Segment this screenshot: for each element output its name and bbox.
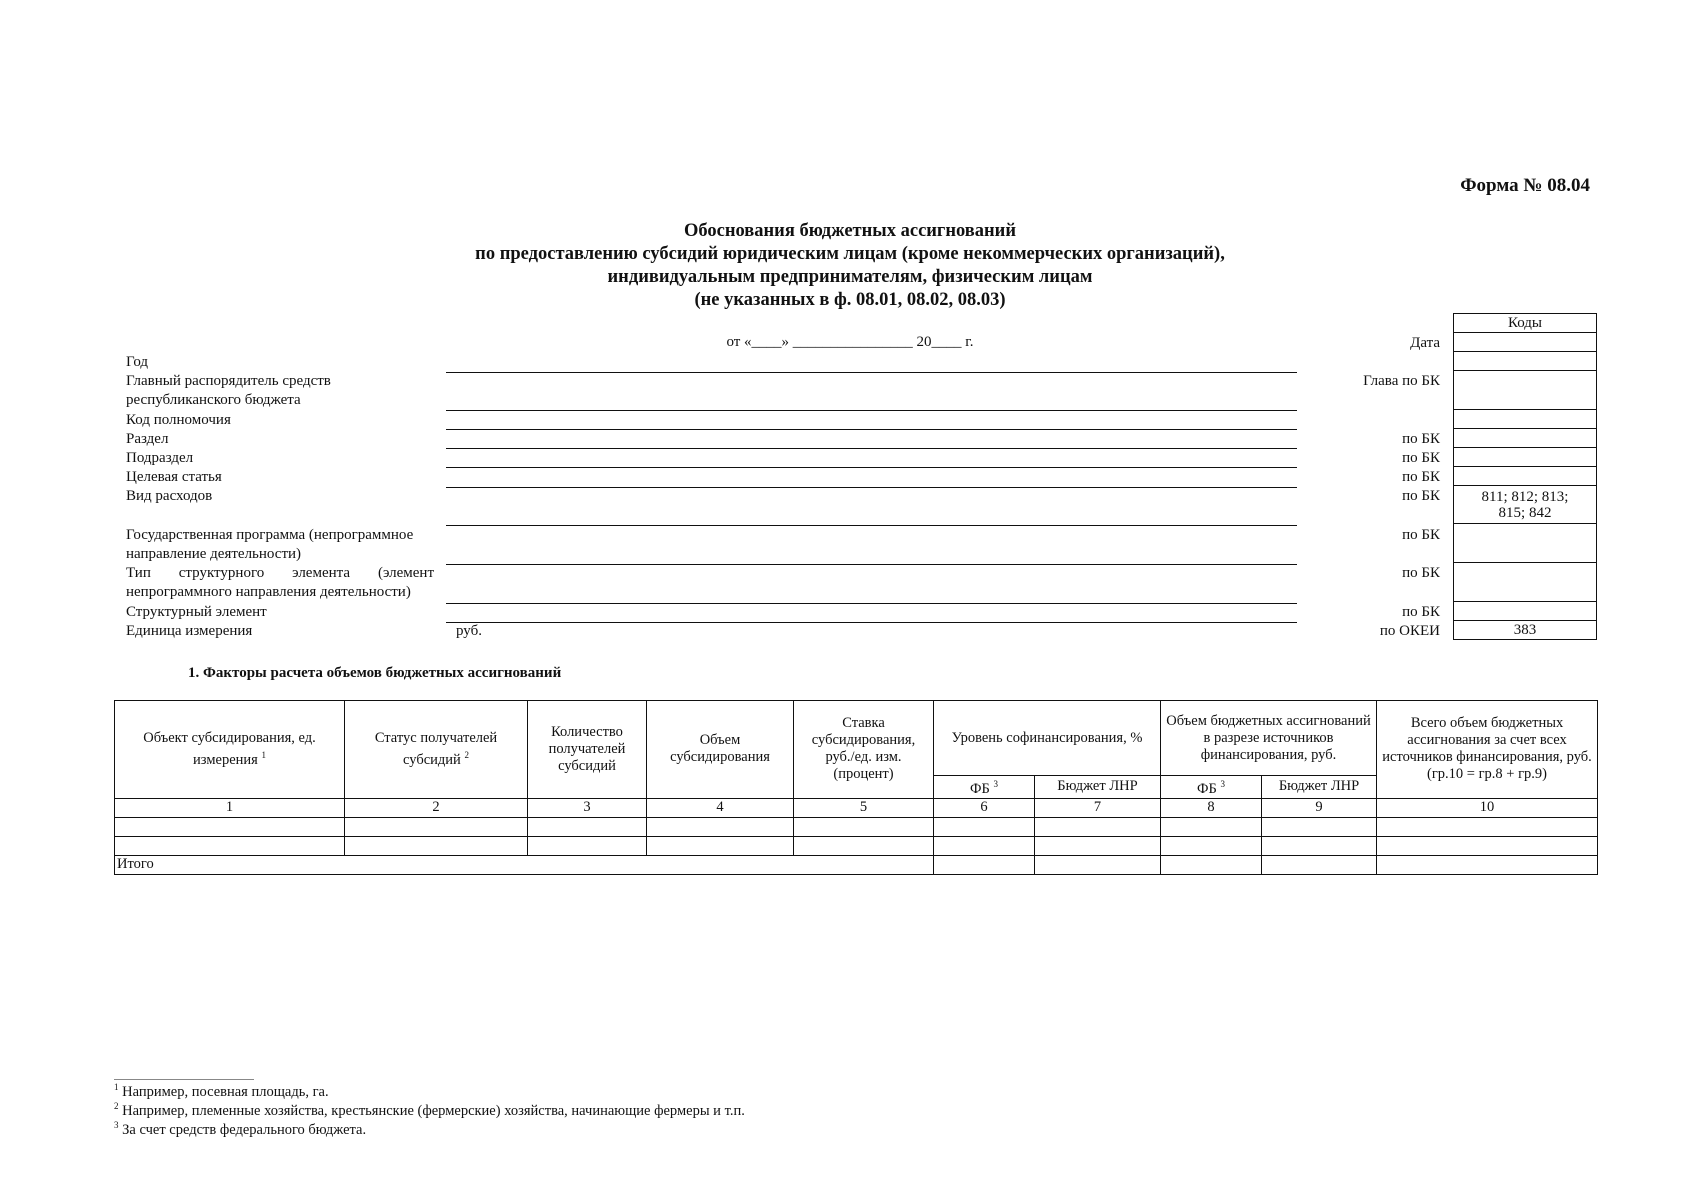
bk-label-subsection: по БК	[1402, 450, 1440, 466]
header-group-cofinancing: Уровень софинансирования, %	[934, 701, 1161, 776]
code-cell-target-article[interactable]	[1454, 467, 1597, 486]
bk-label-okei: по ОКЕИ	[1379, 623, 1440, 639]
fill-line	[446, 564, 1297, 565]
total-cell[interactable]	[1377, 855, 1598, 874]
col-number: 5	[794, 798, 934, 817]
fill-line	[446, 448, 1297, 449]
table-cell[interactable]	[794, 817, 934, 836]
field-label-year: Год	[126, 354, 149, 370]
header-col8-fb: ФБ $^3$	[1161, 776, 1262, 799]
table-cell[interactable]	[345, 836, 528, 855]
total-cell[interactable]	[1262, 855, 1377, 874]
table-cell[interactable]	[794, 836, 934, 855]
code-cell-expense-type[interactable]: 811; 812; 813; 815; 842	[1454, 486, 1597, 524]
field-label-target-article: Целевая статья	[126, 469, 222, 485]
fill-line	[446, 410, 1297, 411]
fill-line	[446, 372, 1297, 373]
code-cell-state-program[interactable]	[1454, 524, 1597, 563]
field-label-state-program: Государственная программа (непрограммное направление деятельности)	[126, 527, 414, 562]
field-label-structural-element: Структурный элемент	[126, 604, 267, 620]
code-cell-date[interactable]	[1454, 333, 1597, 352]
field-label-section: Раздел	[126, 431, 169, 447]
fill-line	[446, 429, 1297, 430]
date-line: от «____» ________________ 20____ г.	[726, 334, 974, 350]
field-label-structural-element-type: Тип структурного элемента (элемент непрограммного направления деятельности)	[126, 565, 434, 600]
section-title: 1. Факторы расчета объемов бюджетных ассигнований	[188, 665, 562, 681]
bk-label-chapter: Глава по БК	[1363, 373, 1440, 389]
header-col4: Объем субсидирования	[647, 701, 794, 799]
header-col9-lnr: Бюджет ЛНР	[1262, 776, 1377, 799]
bk-label-section: по БК	[1402, 431, 1440, 447]
document-title	[300, 220, 1400, 312]
field-label-main-manager: Главный распорядитель средств республиканского бюджета	[126, 373, 331, 408]
field-label-authority-code: Код полномочия	[126, 412, 231, 428]
title-line: по предоставлению субсидий юридическим лицам (кроме некоммерческих организаций),	[475, 244, 1225, 264]
table-cell[interactable]	[528, 836, 647, 855]
header-col6-fb: ФБ $^3$	[934, 776, 1035, 799]
footnote-divider	[114, 1079, 254, 1080]
codes-table	[1453, 313, 1597, 640]
field-label-subsection: Подраздел	[126, 450, 194, 466]
header-col7-lnr: Бюджет ЛНР	[1035, 776, 1161, 799]
total-cell[interactable]	[1161, 855, 1262, 874]
table-cell[interactable]	[1035, 836, 1161, 855]
title-line: (не указанных в ф. 08.01, 08.02, 08.03)	[694, 290, 1006, 310]
bk-label-structural-element-type: по БК	[1402, 565, 1440, 581]
code-cell-chapter[interactable]	[1454, 371, 1597, 410]
bk-label-expense-type: по БК	[1402, 488, 1440, 504]
field-label-expense-type: Вид расходов	[126, 488, 213, 504]
table-cell[interactable]	[1377, 817, 1598, 836]
footnote-1: $^1$ Например, посевная площадь, га.	[114, 1082, 329, 1100]
table-cell[interactable]	[1035, 817, 1161, 836]
form-number: Форма № 08.04	[1460, 175, 1590, 196]
code-cell-year[interactable]	[1454, 352, 1597, 371]
bk-label-state-program: по БК	[1402, 527, 1440, 543]
codes-header: Коды	[1454, 314, 1597, 333]
total-cell[interactable]	[934, 855, 1035, 874]
table-cell[interactable]	[115, 817, 345, 836]
header-col2: Статус получателей субсидий $^2$	[345, 701, 528, 799]
table-cell[interactable]	[934, 817, 1035, 836]
code-cell-authority[interactable]	[1454, 410, 1597, 429]
col-number: 7	[1035, 798, 1161, 817]
col-number: 4	[647, 798, 794, 817]
fill-line	[446, 525, 1297, 526]
header-col10: Всего объем бюджетных ассигнования за счет всех источников финансирования, руб. (гр.10 = гр.8 + гр.9)	[1377, 701, 1598, 799]
col-number: 3	[528, 798, 647, 817]
factors-table	[114, 700, 1598, 875]
header-group-allocations: Объем бюджетных ассигнований в разрезе источников финансирования, руб.	[1161, 701, 1377, 776]
fill-line	[446, 487, 1297, 488]
table-cell[interactable]	[1262, 836, 1377, 855]
table-cell[interactable]	[647, 836, 794, 855]
fill-line	[446, 622, 1297, 623]
fill-line	[446, 603, 1297, 604]
title-line: Обоснования бюджетных ассигнований	[683, 221, 1017, 241]
table-row	[115, 836, 1598, 855]
bk-label-date: Дата	[1410, 335, 1440, 351]
header-col3: Количество получателей субсидий	[528, 701, 647, 799]
table-cell[interactable]	[1377, 836, 1598, 855]
code-cell-section[interactable]	[1454, 429, 1597, 448]
col-number: 9	[1262, 798, 1377, 817]
table-cell[interactable]	[647, 817, 794, 836]
table-cell[interactable]	[1161, 836, 1262, 855]
col-number: 1	[115, 798, 345, 817]
code-cell-structural-element[interactable]	[1454, 602, 1597, 621]
total-label: Итого	[115, 855, 934, 874]
col-number: 6	[934, 798, 1035, 817]
field-label-unit: Единица измерения	[126, 623, 253, 639]
col-number: 10	[1377, 798, 1598, 817]
unit-value: руб.	[456, 623, 482, 639]
footnote-2: $^2$ Например, племенные хозяйства, крестьянские (фермерские) хозяйства, начинающие фермеры и т.п.	[114, 1101, 745, 1119]
title-line: индивидуальным предпринимателям, физическим лицам	[607, 267, 1093, 287]
bk-label-structural-element: по БК	[1402, 604, 1440, 620]
code-cell-okei[interactable]: 383	[1454, 621, 1597, 640]
table-cell[interactable]	[115, 836, 345, 855]
table-cell[interactable]	[345, 817, 528, 836]
total-cell[interactable]	[1035, 855, 1161, 874]
total-row	[115, 855, 1598, 874]
code-cell-structural-element-type[interactable]	[1454, 563, 1597, 602]
table-cell[interactable]	[1161, 817, 1262, 836]
header-col1: Объект субсидирования, ед. измерения $^1$	[115, 701, 345, 799]
table-row	[115, 817, 1598, 836]
header-col5: Ставка субсидирования, руб./ед. изм. (процент)	[794, 701, 934, 799]
bk-label-target-article: по БК	[1402, 469, 1440, 485]
code-cell-subsection[interactable]	[1454, 448, 1597, 467]
col-number: 8	[1161, 798, 1262, 817]
table-cell[interactable]	[934, 836, 1035, 855]
col-number: 2	[345, 798, 528, 817]
footnote-3: $^3$ За счет средств федерального бюджета.	[114, 1120, 367, 1138]
table-cell[interactable]	[528, 817, 647, 836]
fill-line	[446, 467, 1297, 468]
table-cell[interactable]	[1262, 817, 1377, 836]
